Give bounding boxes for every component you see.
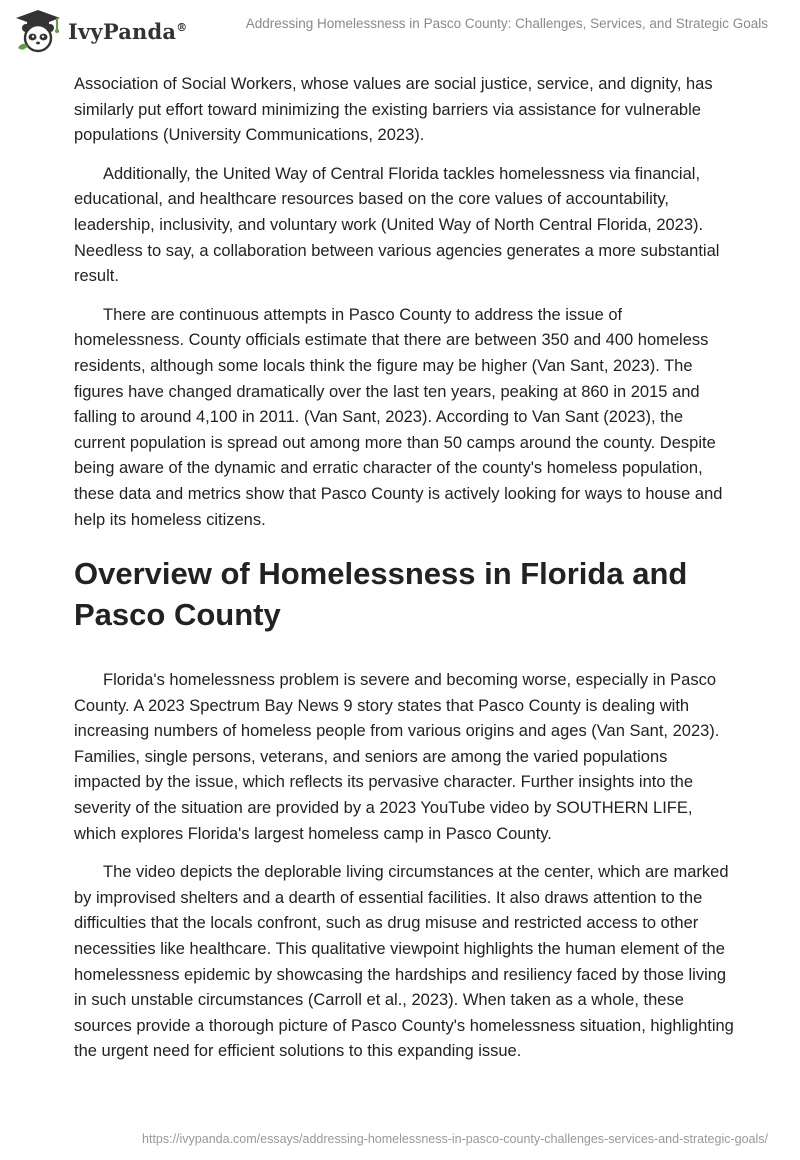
paragraph: Association of Social Workers, whose values are social justice, service, and dignity, has similarly put effort toward minimizing the existing barriers via assistance for vulnerable populations (University Communications, 2023). (74, 75, 713, 145)
source-url[interactable]: https://ivypanda.com/essays/addressing-homelessness-in-pasco-county-challenges-services-and-strategic-goals/ (142, 1132, 768, 1146)
panda-graduate-icon (14, 8, 62, 54)
ivypanda-logo[interactable] (14, 8, 187, 54)
paragraph: There are continuous attempts in Pasco County to address the issue of homelessness. County officials estimate that there are between 350 and 400 homeless residents, although some locals think the figure may be higher (Van Sant, 2023). The figures have changed dramatically over the last ten years, peaking at 860 in 2015 and falling to around 4,100 in 2011. (Van Sant, 2023). According to Van Sant (2023), the current population is spread out among more than 50 camps around the county. Despite being aware of the dynamic and erratic character of the county's homeless population, these data and metrics show that Pasco County is actively looking for ways to house and help its homeless citizens. (74, 305, 723, 529)
essay-body (74, 72, 734, 1078)
document-title: Addressing Homelessness in Pasco County: Challenges, Services, and Strategic Goals (245, 16, 768, 31)
page-header (0, 0, 800, 60)
brand-name: IvyPanda® (68, 18, 188, 44)
paragraph: The video depicts the deplorable living circumstances at the center, which are marked by improvised shelters and a dearth of essential facilities. It also draws attention to the difficulties that the locals confront, such as drug misuse and restricted access to other necessities like healthcare. This qualitative viewpoint highlights the human element of the homelessness epidemic by showcasing the hardships and resiliency faced by those living in such unstable circumstances (Carroll et al., 2023). When taken as a whole, these sources provide a thorough picture of Pasco County's homelessness situation, highlighting the urgent need for efficient solutions to this expanding issue. (74, 863, 734, 1061)
section-heading: Overview of Homelessness in Florida and Pasco County (74, 556, 688, 633)
paragraph: Additionally, the United Way of Central Florida tackles homelessness via financial, educational, and healthcare resources based on the core values of accountability, leadership, inclusivity, and voluntary work (United Way of North Central Florida, 2023). Needless to say, a collaboration between various agencies generates a more substantial result. (74, 164, 720, 286)
paragraph: Florida's homelessness problem is severe and becoming worse, especially in Pasco County. A 2023 Spectrum Bay News 9 story states that Pasco County is dealing with increasing numbers of homeless people from various origins and ages (Van Sant, 2023). Families, single persons, veterans, and seniors are among the varied populations impacted by the issue, which reflects its pervasive character. Further insights into the severity of the situation are provided by a 2023 YouTube video by SOUTHERN LIFE, which explores Florida's largest homeless camp in Pasco County. (74, 671, 720, 843)
